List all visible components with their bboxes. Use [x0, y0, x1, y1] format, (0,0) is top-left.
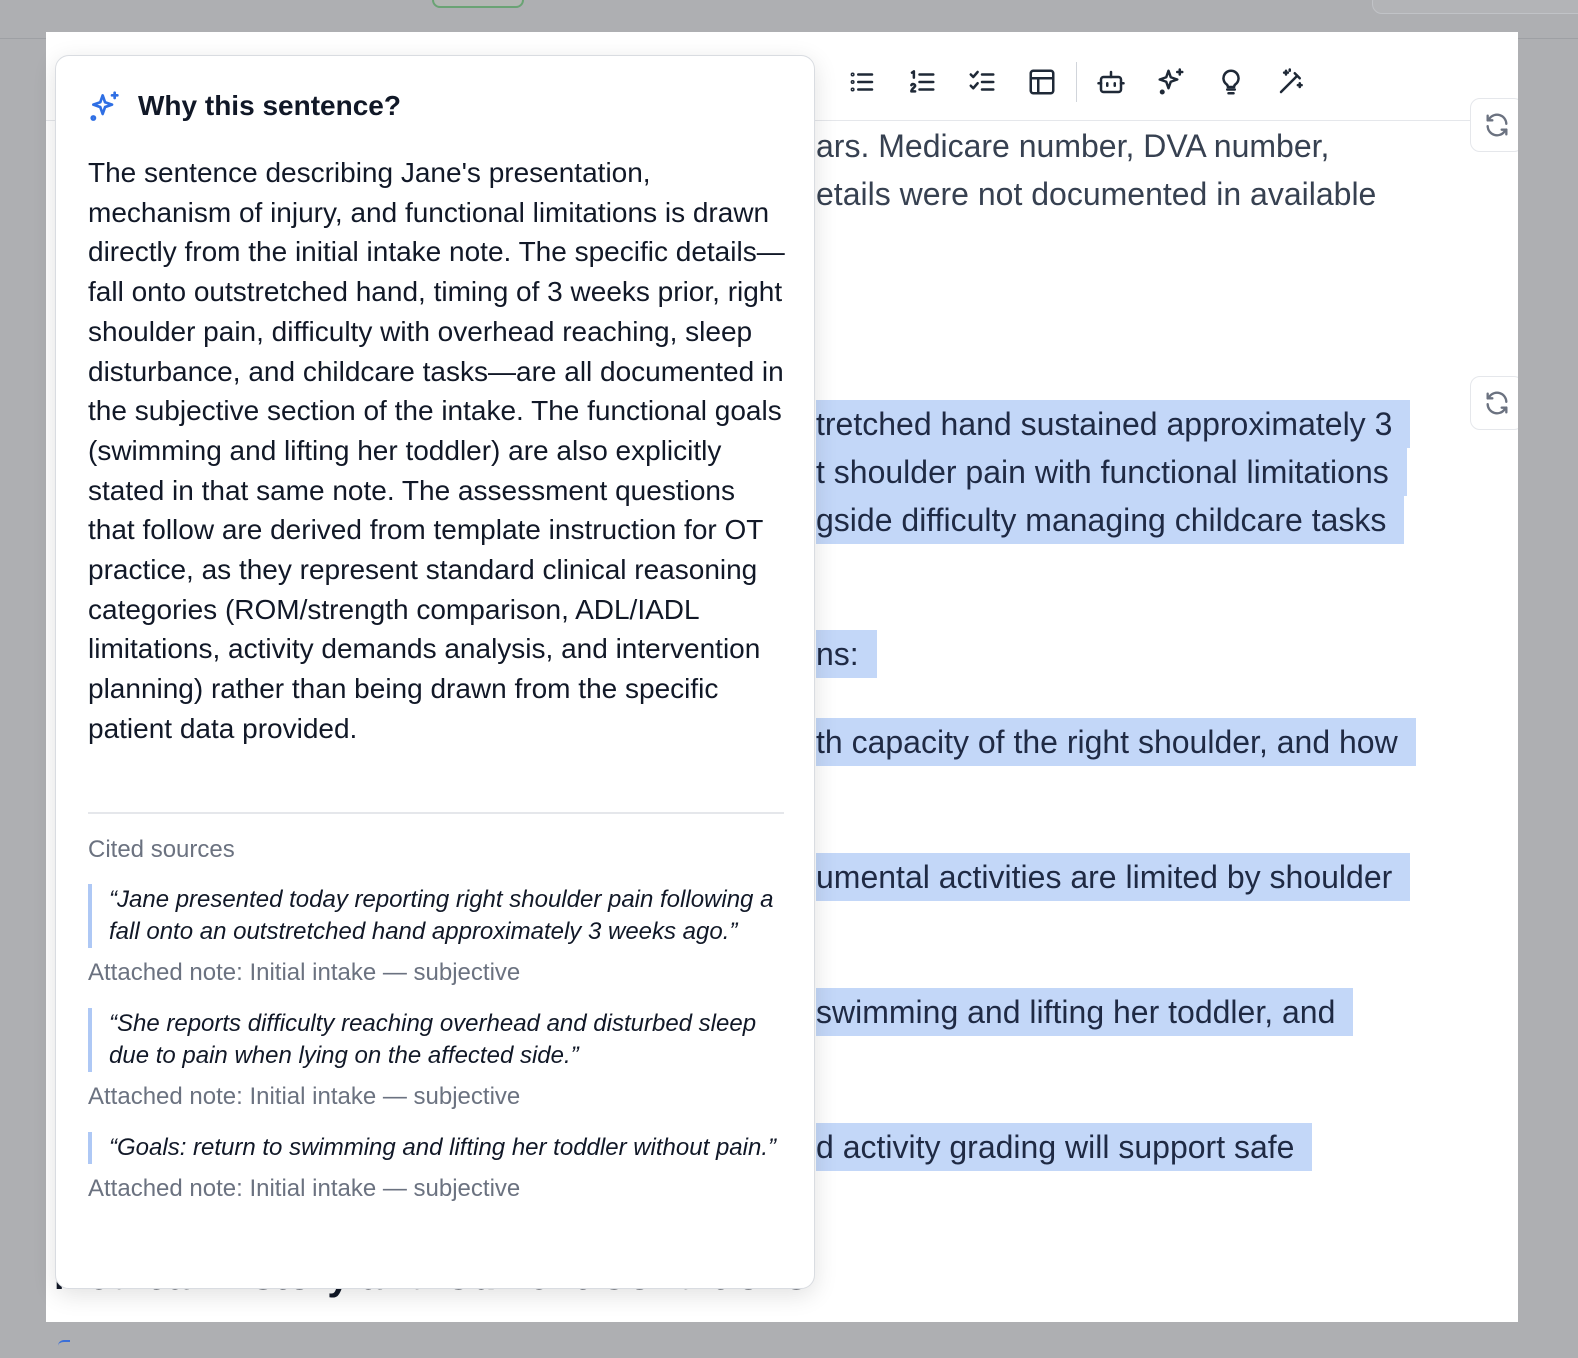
document-text-line: etails were not documented in available — [816, 176, 1377, 212]
document-text-line: ars. Medicare number, DVA number, — [816, 128, 1330, 164]
highlighted-sentence-line[interactable]: d activity grading will support safe — [816, 1123, 1312, 1171]
bullet-list-icon[interactable] — [832, 64, 892, 100]
highlighted-sentence-line[interactable]: th capacity of the right shoulder, and how — [816, 718, 1416, 766]
refresh-icon — [1483, 389, 1511, 417]
citation-source[interactable]: Attached note: Initial intake — subjective — [88, 1175, 521, 1202]
highlighted-sentence-line[interactable]: swimming and lifting her toddler, and — [816, 988, 1353, 1036]
top-right-control — [1372, 0, 1578, 14]
editor-toolbar — [832, 64, 1321, 100]
popover-header — [88, 90, 401, 122]
lightbulb-icon[interactable] — [1201, 64, 1261, 100]
sparkle-icon — [88, 90, 120, 122]
checklist-icon[interactable] — [952, 64, 1012, 100]
citation-quote: “Goals: return to swimming and lifting her toddler without pain.” — [88, 1132, 788, 1164]
bottom-edge-element — [58, 1340, 70, 1350]
highlighted-sentence-line[interactable]: ns: — [816, 630, 877, 678]
highlighted-sentence-line[interactable]: gside difficulty managing childcare tasks — [816, 496, 1404, 544]
table-icon[interactable] — [1012, 64, 1072, 100]
explanation-text: The sentence describing Jane's presentation, mechanism of injury, and functional limitations is drawn directly from the initial intake note. The specific details—fall onto outstretched hand, timing of 3 weeks prior, right shoulder pain, difficulty with overhead reaching, sleep disturbance, and childcare tasks—are all documented in the subjective section of the intake. The functional goals (swimming and lifting her toddler) are also explicitly stated in that same note. The assessment questions that follow are derived from template instruction for OT practice, as they represent standard clinical reasoning categories (ROM/strength comparison, ADL/IADL limitations, activity demands analysis, and intervention planning) rather than being drawn from the specific patient data provided. — [88, 157, 785, 744]
regenerate-button[interactable] — [1470, 98, 1518, 152]
sparkles-icon[interactable] — [1141, 64, 1201, 100]
numbered-list-icon[interactable] — [892, 64, 952, 100]
citation-source[interactable]: Attached note: Initial intake — subjective — [88, 959, 521, 986]
highlighted-sentence-line[interactable]: t shoulder pain with functional limitations — [816, 448, 1407, 496]
popover-divider — [88, 812, 784, 814]
magic-wand-icon[interactable] — [1261, 64, 1321, 100]
cited-sources-label: Cited sources — [88, 836, 235, 863]
refresh-icon — [1483, 111, 1511, 139]
top-status-pill — [432, 0, 524, 8]
citation-quote: “She reports difficulty reaching overhead and disturbed sleep due to pain when lying on the affected side.” — [88, 1008, 788, 1072]
citation-source[interactable]: Attached note: Initial intake — subjective — [88, 1083, 521, 1110]
highlighted-sentence-line[interactable]: umental activities are limited by shoulder — [816, 853, 1410, 901]
robot-icon[interactable] — [1081, 64, 1141, 100]
why-this-sentence-popover — [55, 55, 815, 1289]
citation-list — [88, 884, 788, 1224]
regenerate-button[interactable] — [1470, 376, 1518, 430]
highlighted-sentence-line[interactable]: tretched hand sustained approximately 3 — [816, 400, 1410, 448]
toolbar-separator — [1076, 62, 1077, 102]
citation-quote: “Jane presented today reporting right shoulder pain following a fall onto an outstretched hand approximately 3 weeks ago.” — [88, 884, 788, 948]
popover-title: Why this sentence? — [138, 90, 401, 121]
